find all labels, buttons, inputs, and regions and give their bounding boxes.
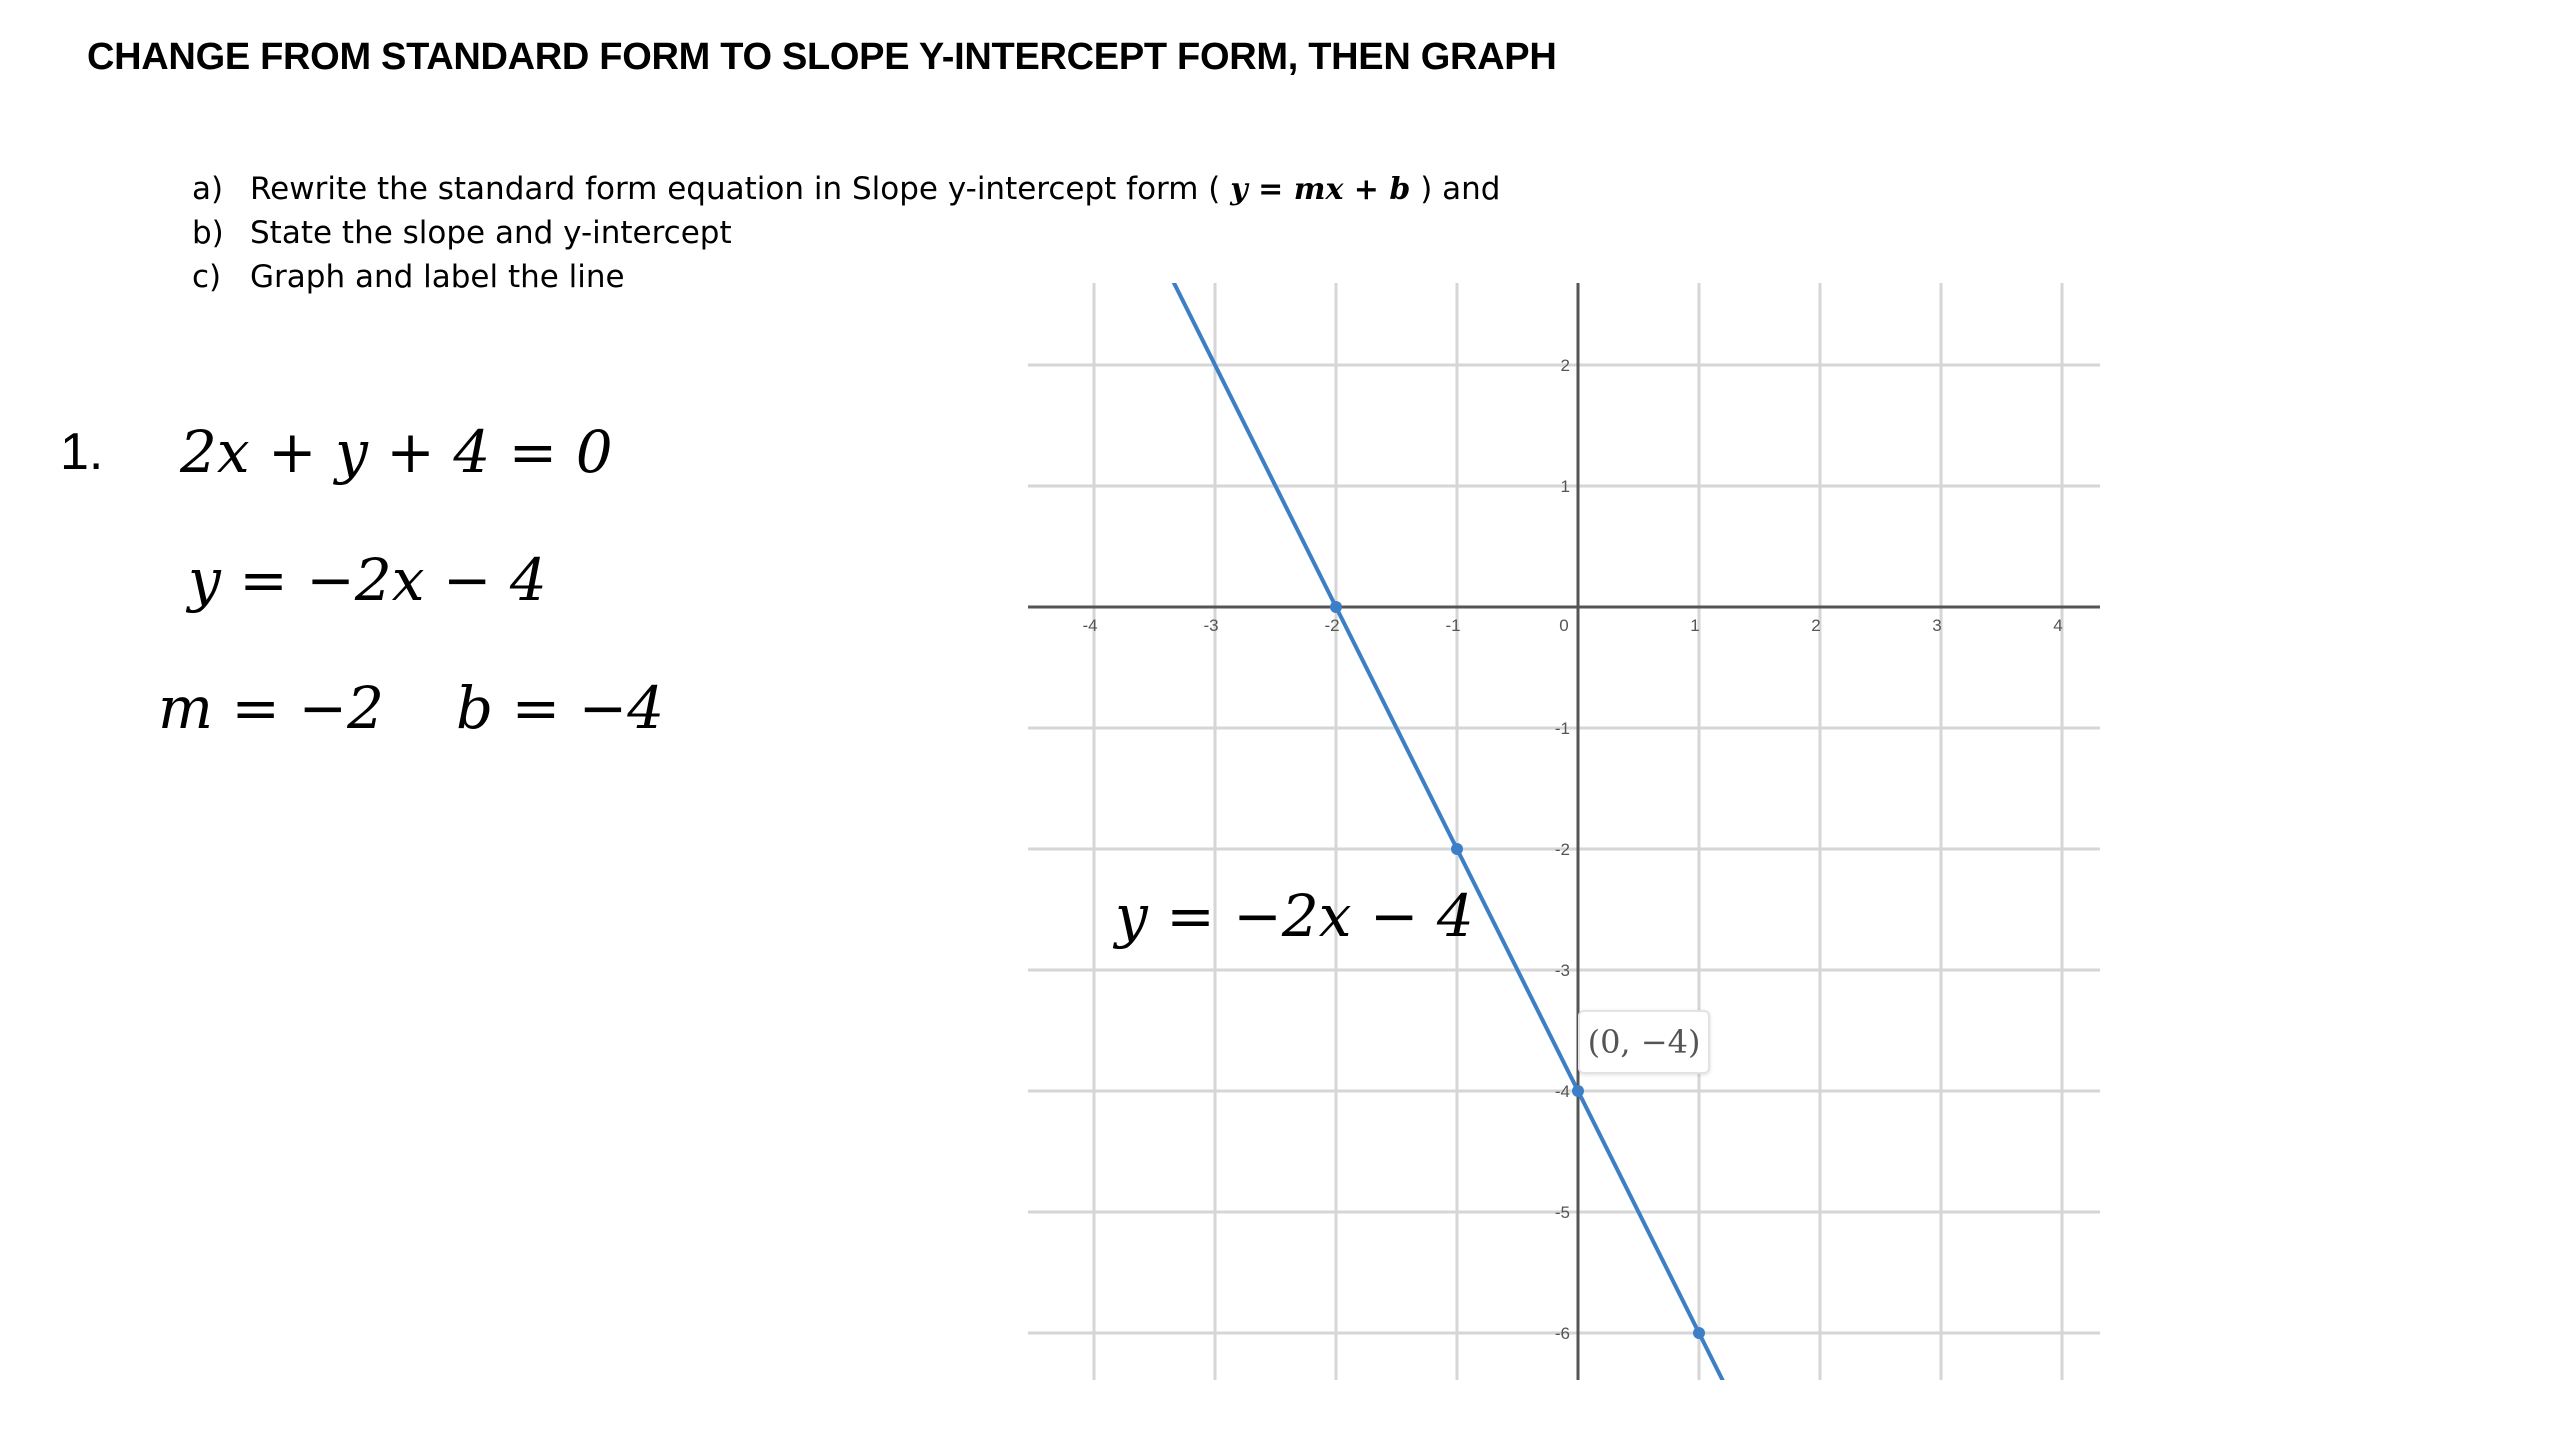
slope-intercept-equation: y = −2x − 4 — [188, 546, 547, 614]
x-tick-label: 0 — [1559, 616, 1569, 635]
instruction-letter: c) — [192, 259, 222, 295]
x-tick-label: -2 — [1324, 616, 1340, 635]
instruction-text: Rewrite the standard form equation in Slope y-intercept form ( — [250, 171, 1221, 207]
x-tick-label: -1 — [1445, 616, 1461, 635]
line-label: y = −2x − 4 — [1115, 882, 1474, 950]
x-tick-label: 1 — [1690, 616, 1700, 635]
y-tick-label: -4 — [1554, 1082, 1570, 1101]
y-tick-label: 2 — [1560, 356, 1570, 375]
instructions-list — [192, 166, 1501, 298]
instruction-text: State the slope and y-intercept — [250, 215, 732, 251]
x-tick-label: -4 — [1082, 616, 1098, 635]
instruction-text-after: ) and — [1420, 171, 1501, 207]
graph-point — [1451, 843, 1463, 855]
x-tick-label: 2 — [1811, 616, 1821, 635]
graph-point — [1572, 1085, 1584, 1097]
x-tick-label: -3 — [1203, 616, 1219, 635]
y-tick-label: -5 — [1554, 1203, 1570, 1222]
instruction-letter: a) — [192, 171, 224, 207]
y-tick-label: 1 — [1560, 477, 1570, 496]
instruction-letter: b) — [192, 215, 224, 251]
standard-form-equation: 2x + y + 4 = 0 — [180, 418, 613, 486]
page-title: CHANGE FROM STANDARD FORM TO SLOPE Y-INTERCEPT FORM, THEN GRAPH — [87, 36, 1557, 78]
instruction-b — [192, 210, 1501, 254]
formula-inline: y = mx + b — [1230, 172, 1411, 207]
problem-number: 1. — [60, 423, 104, 481]
y-tick-label: -2 — [1554, 840, 1570, 859]
y-tick-label: -6 — [1554, 1324, 1570, 1343]
slope-value: m = −2 — [158, 674, 384, 742]
y-tick-label: -3 — [1554, 961, 1570, 980]
graph-line — [1130, 196, 1723, 1382]
instruction-text: Graph and label the line — [250, 259, 625, 295]
y-tick-label: -1 — [1554, 719, 1570, 738]
x-tick-label: 4 — [2053, 616, 2063, 635]
graph-point — [1330, 601, 1342, 613]
instruction-a — [192, 166, 1501, 210]
intercept-value: b = −4 — [456, 674, 665, 742]
graph-point — [1693, 1327, 1705, 1339]
instruction-c — [192, 254, 1501, 298]
point-label: (0, −4) — [1578, 1010, 1710, 1074]
x-tick-label: 3 — [1932, 616, 1942, 635]
